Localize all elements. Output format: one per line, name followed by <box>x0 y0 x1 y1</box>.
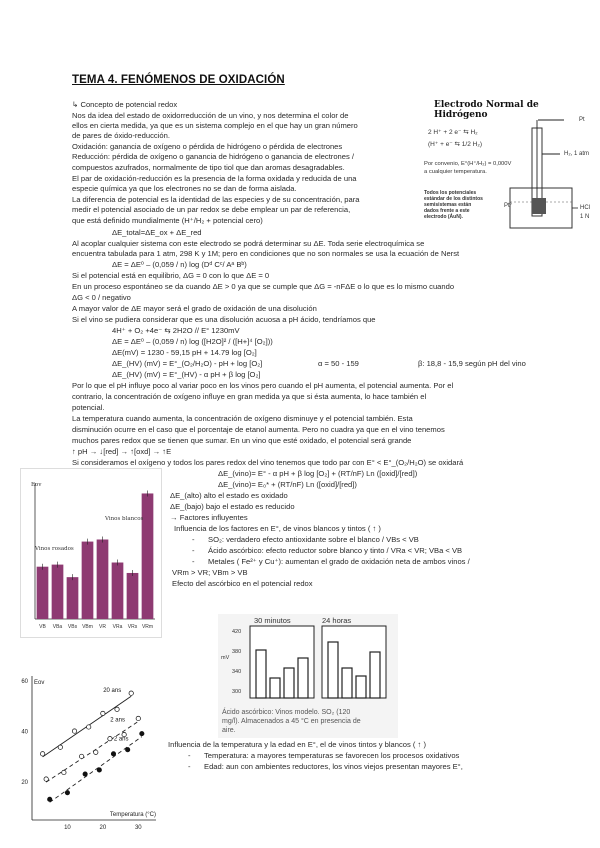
ascorbic-figure <box>218 614 398 738</box>
page-title: TEMA 4. FENÓMENOS DE OXIDACIÓN <box>72 74 285 86</box>
bar-tick-label: VRm <box>141 624 154 630</box>
scatter-x-tick: 10 <box>64 825 71 831</box>
bullet-dash: - <box>188 751 191 760</box>
data-point <box>125 748 129 752</box>
bar-tick-label: VR <box>99 624 106 630</box>
paragraph-line: A mayor valor de ΔE mayor será el grado de oxidación de una disolución <box>72 304 317 313</box>
bar <box>127 573 139 619</box>
bar-tick-label: VB <box>39 624 46 630</box>
asc-bar <box>342 668 352 698</box>
series-label: 2 ans <box>110 717 125 724</box>
label-pt2: Pt° <box>504 203 513 209</box>
equation-total: ΔE_total=ΔE_ox + ΔE_red <box>112 228 202 237</box>
list-line: Influencia de los factores en E°, de vinos blancos y tintos ( ↑ ) <box>174 524 381 533</box>
scatter-y-tick: 40 <box>21 729 28 736</box>
paragraph-line: especie química ya que los electrones no se dan de forma aislada. <box>72 184 297 193</box>
asc-bar <box>270 678 280 698</box>
scatter-figure <box>6 670 166 842</box>
paragraph-line: El par de oxidación-reducción es la presencia de la forma oxidada y reducida de una <box>72 174 357 183</box>
paragraph-line: de pares de óxido-reducción. <box>72 131 170 140</box>
asc-caption1: Ácido ascórbico: Vinos modelo. SO₂ (120 <box>222 709 351 716</box>
bar-group2: Vinos blancos <box>105 516 144 522</box>
equation-line: ΔE_(HV) (mV) = E°_(HV) - α pH + β log [O₂] <box>112 370 261 379</box>
electrode-note1b: a cualquier temperatura. <box>424 169 487 175</box>
scatter-y-tick: 60 <box>21 679 28 686</box>
scatter-ylabel: Eov <box>34 680 45 686</box>
asc-caption2: mg/l). Almacenados a 45 °C en presencia de <box>222 718 361 725</box>
paragraph-line: ΔG < 0 / negativo <box>72 293 131 302</box>
beta-range: β: 18,8 - 15,9 según pH del vino <box>418 359 526 368</box>
data-point <box>101 711 105 715</box>
label-hcl: HCl 1 N <box>580 205 590 220</box>
bar <box>112 563 124 619</box>
list-item: Edad: aun con ambientes reductores, los vinos viejos presentan mayores E°, <box>204 762 463 771</box>
list-line: → Factores influyentes <box>170 513 248 522</box>
data-point <box>65 790 69 794</box>
paragraph-line: La diferencia de potencial es la identidad de las especies y de su concentración, para <box>72 195 360 204</box>
paragraph-line: Si consideramos el oxígeno y todos los pares redox del vino tenemos que todo par con E° < E°_(O₂/H₂O) se oxidará <box>72 458 464 467</box>
asc-label2: 24 horas <box>322 616 352 625</box>
paragraph-line: Nos da idea del estado de oxidorreducción de un vino, y nos determina el color de <box>72 111 349 120</box>
bar-tick-label: VBm <box>82 624 93 630</box>
label-h2: H₂, 1 atm <box>564 151 590 157</box>
list-item-continued: VRm > VR; VBm > VB <box>172 568 248 577</box>
data-point <box>97 768 101 772</box>
paragraph-line: Al acoplar cualquier sistema con este electrodo se podrá determinar su ΔE. Toda serie electroquímica se <box>72 239 425 248</box>
series-label: 20 ans <box>103 688 122 695</box>
equation-line: ΔE_(HV) (mV) = E°_(O₂/H₂O) - pH + log [O₂] <box>112 359 263 368</box>
data-point <box>79 754 83 758</box>
asc-ytick: 420 <box>232 629 242 635</box>
asc-bar <box>370 652 380 698</box>
scatter-chart <box>6 670 166 842</box>
label-pt: Pt <box>579 117 585 123</box>
list-line: ΔE_(bajo) bajo el estado es reducido <box>170 502 295 511</box>
equation-line: 4H⁺ + O₂ +4e⁻ ⇆ 2H2O // E° 1230mV <box>112 326 240 335</box>
list-item: Metales ( Fe²⁺ y Cu⁺): aumentan el grado de oxidación neta de ambos vinos / <box>208 557 470 566</box>
data-point <box>48 797 52 801</box>
asc-bar <box>328 642 338 698</box>
data-point <box>94 750 98 754</box>
paragraph-line: compuestos azufrados, normalmente de tipo tiol que dan aromas desagradables. <box>72 163 345 172</box>
data-point <box>115 707 119 711</box>
asc-label1: 30 minutos <box>254 616 291 625</box>
electrode-note1: Por convenio, E°(H⁺/H₂) = 0,000V <box>424 161 512 167</box>
bar-tick-label: VBa <box>52 624 63 630</box>
bar <box>82 542 94 619</box>
asc-ytick: 380 <box>232 649 242 655</box>
paragraph-line: Si el potencial está en equilibrio, ΔG = 0 con lo que ΔE = 0 <box>72 271 270 280</box>
data-point <box>62 770 66 774</box>
equation-nernst: ΔE = ΔE⁰ – (0,059 / n) log (Dᵈ Cᶜ/ Aᵃ Bᵇ) <box>112 260 247 269</box>
bar <box>142 493 154 619</box>
electrode-title: Electrodo Normal de Hidrógeno <box>434 100 539 120</box>
list-item: Temperatura: a mayores temperaturas se favorecen los procesos oxidativos <box>204 751 460 760</box>
bar <box>52 565 64 619</box>
series-label: 2 ans <box>113 736 129 743</box>
asc-ytick: 300 <box>232 689 242 695</box>
list-line: Efecto del ascórbico en el potencial redox <box>172 579 313 588</box>
paragraph-line: Oxidación: ganancia de oxígeno o pérdida de hidrógeno o pérdida de electrones <box>72 142 343 151</box>
bullet-dash: - <box>192 535 195 544</box>
asc-bar <box>284 668 294 698</box>
pt-plate <box>532 198 546 214</box>
bullet-dash: - <box>192 557 195 566</box>
bar-tick-label: VBs <box>67 624 78 630</box>
equation-vino: ΔE_(vino)= E₀* + (RT/nF) Ln ([oxid]/[red]) <box>218 480 357 489</box>
list-line: Influencia de la temperatura y la edad en E°, el de vinos tintos y blancos ( ↑ ) <box>168 740 426 749</box>
electrode-note5: dados frente a este <box>424 208 470 214</box>
data-point <box>136 716 140 720</box>
data-point <box>40 752 44 756</box>
list-item: Ácido ascórbico: efecto reductor sobre blanco y tinto / VRa < VR; VBa < VB <box>208 546 463 555</box>
asc-bar <box>356 676 366 698</box>
bullet-dash: - <box>192 546 195 555</box>
equation-vino: ΔE_(vino)= E° - α pH + β log [O₂] + (RT/nF) Ln ([oxid]/[red]) <box>218 469 418 478</box>
electrode-note6: electrodo (ÁuN). <box>424 214 463 220</box>
paragraph-line: medir el potencial asociado de un par redox se debe emplear un par de referencia, <box>72 205 351 214</box>
scatter-x-tick: 20 <box>99 825 107 831</box>
data-point <box>86 725 90 729</box>
paragraph-line: En un proceso espontáneo se da cuando ΔE > 0 ya que se cumple que ΔG = -nFΔE o lo que es lo mismo cuando <box>72 282 455 291</box>
bar-ylabel: Eov <box>31 482 42 488</box>
data-point <box>108 736 112 740</box>
electrode-note3: estándar de los distintos <box>424 196 483 202</box>
electrode-note4: semisistemas están <box>424 202 472 208</box>
bar <box>67 577 79 619</box>
asc-bar <box>298 658 308 698</box>
bar <box>37 567 49 619</box>
bar-tick-label: VRs <box>127 624 138 630</box>
scatter-x-tick: 30 <box>134 825 142 831</box>
data-point <box>111 752 115 756</box>
bar-chart-figure <box>20 468 162 638</box>
electrode-eq1: 2 H⁺ + 2 e⁻ ⇆ H₂ <box>428 129 478 136</box>
paragraph-line: Por lo que el pH influye poco al variar poco en los vinos pero cuando el pH aumenta, el potencial aumenta. Por el <box>72 381 454 390</box>
list-item: SO₂: verdadero efecto antioxidante sobre el blanco / VBs < VB <box>208 535 419 544</box>
paragraph-line: Reducción: pérdida de oxígeno o ganancia de hidrógeno o ganancia de electrones / <box>72 152 355 161</box>
scatter-xlabel: Temperatura (°C) <box>109 812 156 818</box>
equation-line: ΔE = ΔE⁰ – (0,059 / n) log ([H2O]² / ([H+]⁴ [O₂])) <box>112 337 273 346</box>
paragraph-line: ellos en cierta medida, ya que es un sistema complejo en el que hay un gran número <box>72 121 358 130</box>
bar <box>97 539 109 619</box>
paragraph-line: Si el vino se pudiera considerar que es una disolución acuosa a pH ácido, tendríamos que <box>72 315 376 324</box>
bar-tick-label: VRa <box>112 624 123 630</box>
paragraph-line: disminución ocurre en el caso que el porcentaje de etanol aumenta. Pero no cuadra ya que en el vino tenemos <box>72 425 445 434</box>
data-point <box>44 777 48 781</box>
list-line: ΔE_(alto) alto el estado es oxidado <box>170 491 288 500</box>
section-heading-redox: ↳ Concepto de potencial redox <box>72 100 178 109</box>
equation-line: ΔE(mV) = 1230 - 59,15 pH + 14.79 log [O₂] <box>112 348 257 357</box>
asc-caption3: aire. <box>222 727 236 734</box>
paragraph-line: encuentra tabulada para 1 atm, 298 K y 1M; pero en condiciones que no son normales se usa la ecuación de Nerst <box>72 249 460 258</box>
electrode-eq2: (H⁺ + e⁻ ⇆ 1/2 H₂) <box>428 141 483 148</box>
data-point <box>58 745 62 749</box>
paragraph-line: que está definido mundialmente (H⁺/H₂ + potencial cero) <box>72 216 263 225</box>
data-point <box>129 691 133 695</box>
arrow-chain: ↑ pH → ↓[red] → ↑[oxd] → ↑E <box>72 447 172 456</box>
paragraph-line: muchos pares redox que se tienen que sumar. En un vino que esté oxidado, el potencial será grande <box>72 436 412 445</box>
regression-line <box>46 721 138 782</box>
paragraph-line: La temperatura cuando aumenta, la concentración de oxígeno disminuye y el potencial también. Esta <box>72 414 413 423</box>
asc-bar <box>256 650 266 698</box>
electrode-figure <box>424 98 594 230</box>
data-point <box>83 772 87 776</box>
data-point <box>72 729 76 733</box>
paragraph-line: potencial. <box>72 403 105 412</box>
electrode-note2: Todos los potenciales <box>424 190 477 196</box>
alpha-range: α = 50 - 159 <box>318 359 359 368</box>
scatter-y-tick: 20 <box>21 780 28 787</box>
bullet-dash: - <box>188 762 191 771</box>
asc-ytick: 340 <box>232 669 242 675</box>
paragraph-line: contrario, la concentración de oxígeno influye en gran medida ya que si ésta aumenta, lo hace también el <box>72 392 427 401</box>
bar-group1: Vinos rosados <box>35 546 74 552</box>
data-point <box>140 731 144 735</box>
regression-line <box>50 737 142 803</box>
asc-ylabel: mV <box>221 655 230 661</box>
ascorbic-chart <box>218 614 398 706</box>
